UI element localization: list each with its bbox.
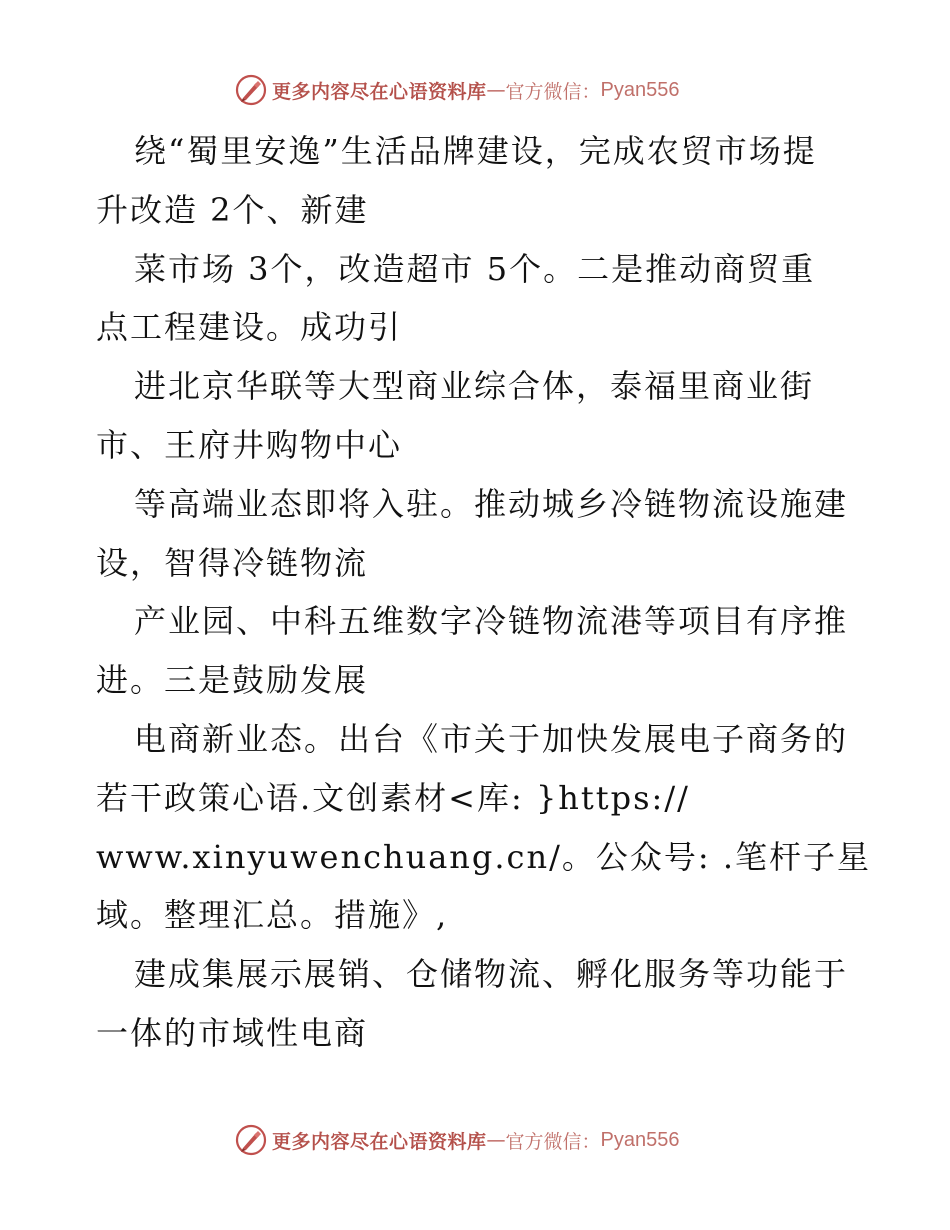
text-line: 设，智得冷链物流 xyxy=(96,543,369,582)
text-line: 菜市场 3个，改造超市 5个。二是推动商贸重 xyxy=(134,249,816,288)
pen-logo-icon xyxy=(234,1123,268,1157)
text-line: 进。三是鼓励发展 xyxy=(96,661,369,700)
text-line: www.xinyuwenchuang.cn/。公众号: .笔杆子星 xyxy=(96,837,871,876)
watermark-wechat-label: 官方微信： xyxy=(505,80,601,103)
text-line: 若干政策心语.文创素材<库: }https:// xyxy=(96,778,690,817)
text-line: 建成集展示展销、仓储物流、孵化服务等功能于 xyxy=(134,955,849,994)
text-line: 绕“蜀里安逸”生活品牌建设，完成农贸市场提 xyxy=(134,132,817,170)
watermark-wechat-id: Pyan556 xyxy=(600,1128,680,1151)
watermark-brand: 更多内容尽在心语资料库 xyxy=(272,80,487,103)
footer-watermark xyxy=(234,1122,680,1158)
text-line: 进北京华联等大型商业综合体，泰福里商业街 xyxy=(134,367,815,406)
header-watermark xyxy=(234,72,680,108)
text-line: 产业园、中科五维数字冷链物流港等项目有序推 xyxy=(134,602,849,641)
watermark-dash: — xyxy=(486,79,506,101)
text-line: 电商新业态。出台《市关于加快发展电子商务的 xyxy=(134,719,849,758)
text-line: 一体的市域性电商 xyxy=(96,1013,369,1052)
text-line: 域。整理汇总。措施》, xyxy=(96,896,449,935)
text-line: 等高端业态即将入驻。推动城乡冷链物流设施建 xyxy=(134,484,849,523)
watermark-brand: 更多内容尽在心语资料库 xyxy=(272,1130,487,1153)
watermark-wechat-label: 官方微信： xyxy=(505,1130,601,1153)
pen-logo-icon xyxy=(234,73,268,107)
watermark-dash: — xyxy=(486,1129,506,1151)
text-line: 点工程建设。成功引 xyxy=(96,308,403,347)
text-line: 升改造 2个、新建 xyxy=(96,190,369,229)
watermark-wechat-id: Pyan556 xyxy=(600,78,680,101)
text-line: 市、王府井购物中心 xyxy=(96,425,403,464)
body-text xyxy=(96,122,871,1063)
